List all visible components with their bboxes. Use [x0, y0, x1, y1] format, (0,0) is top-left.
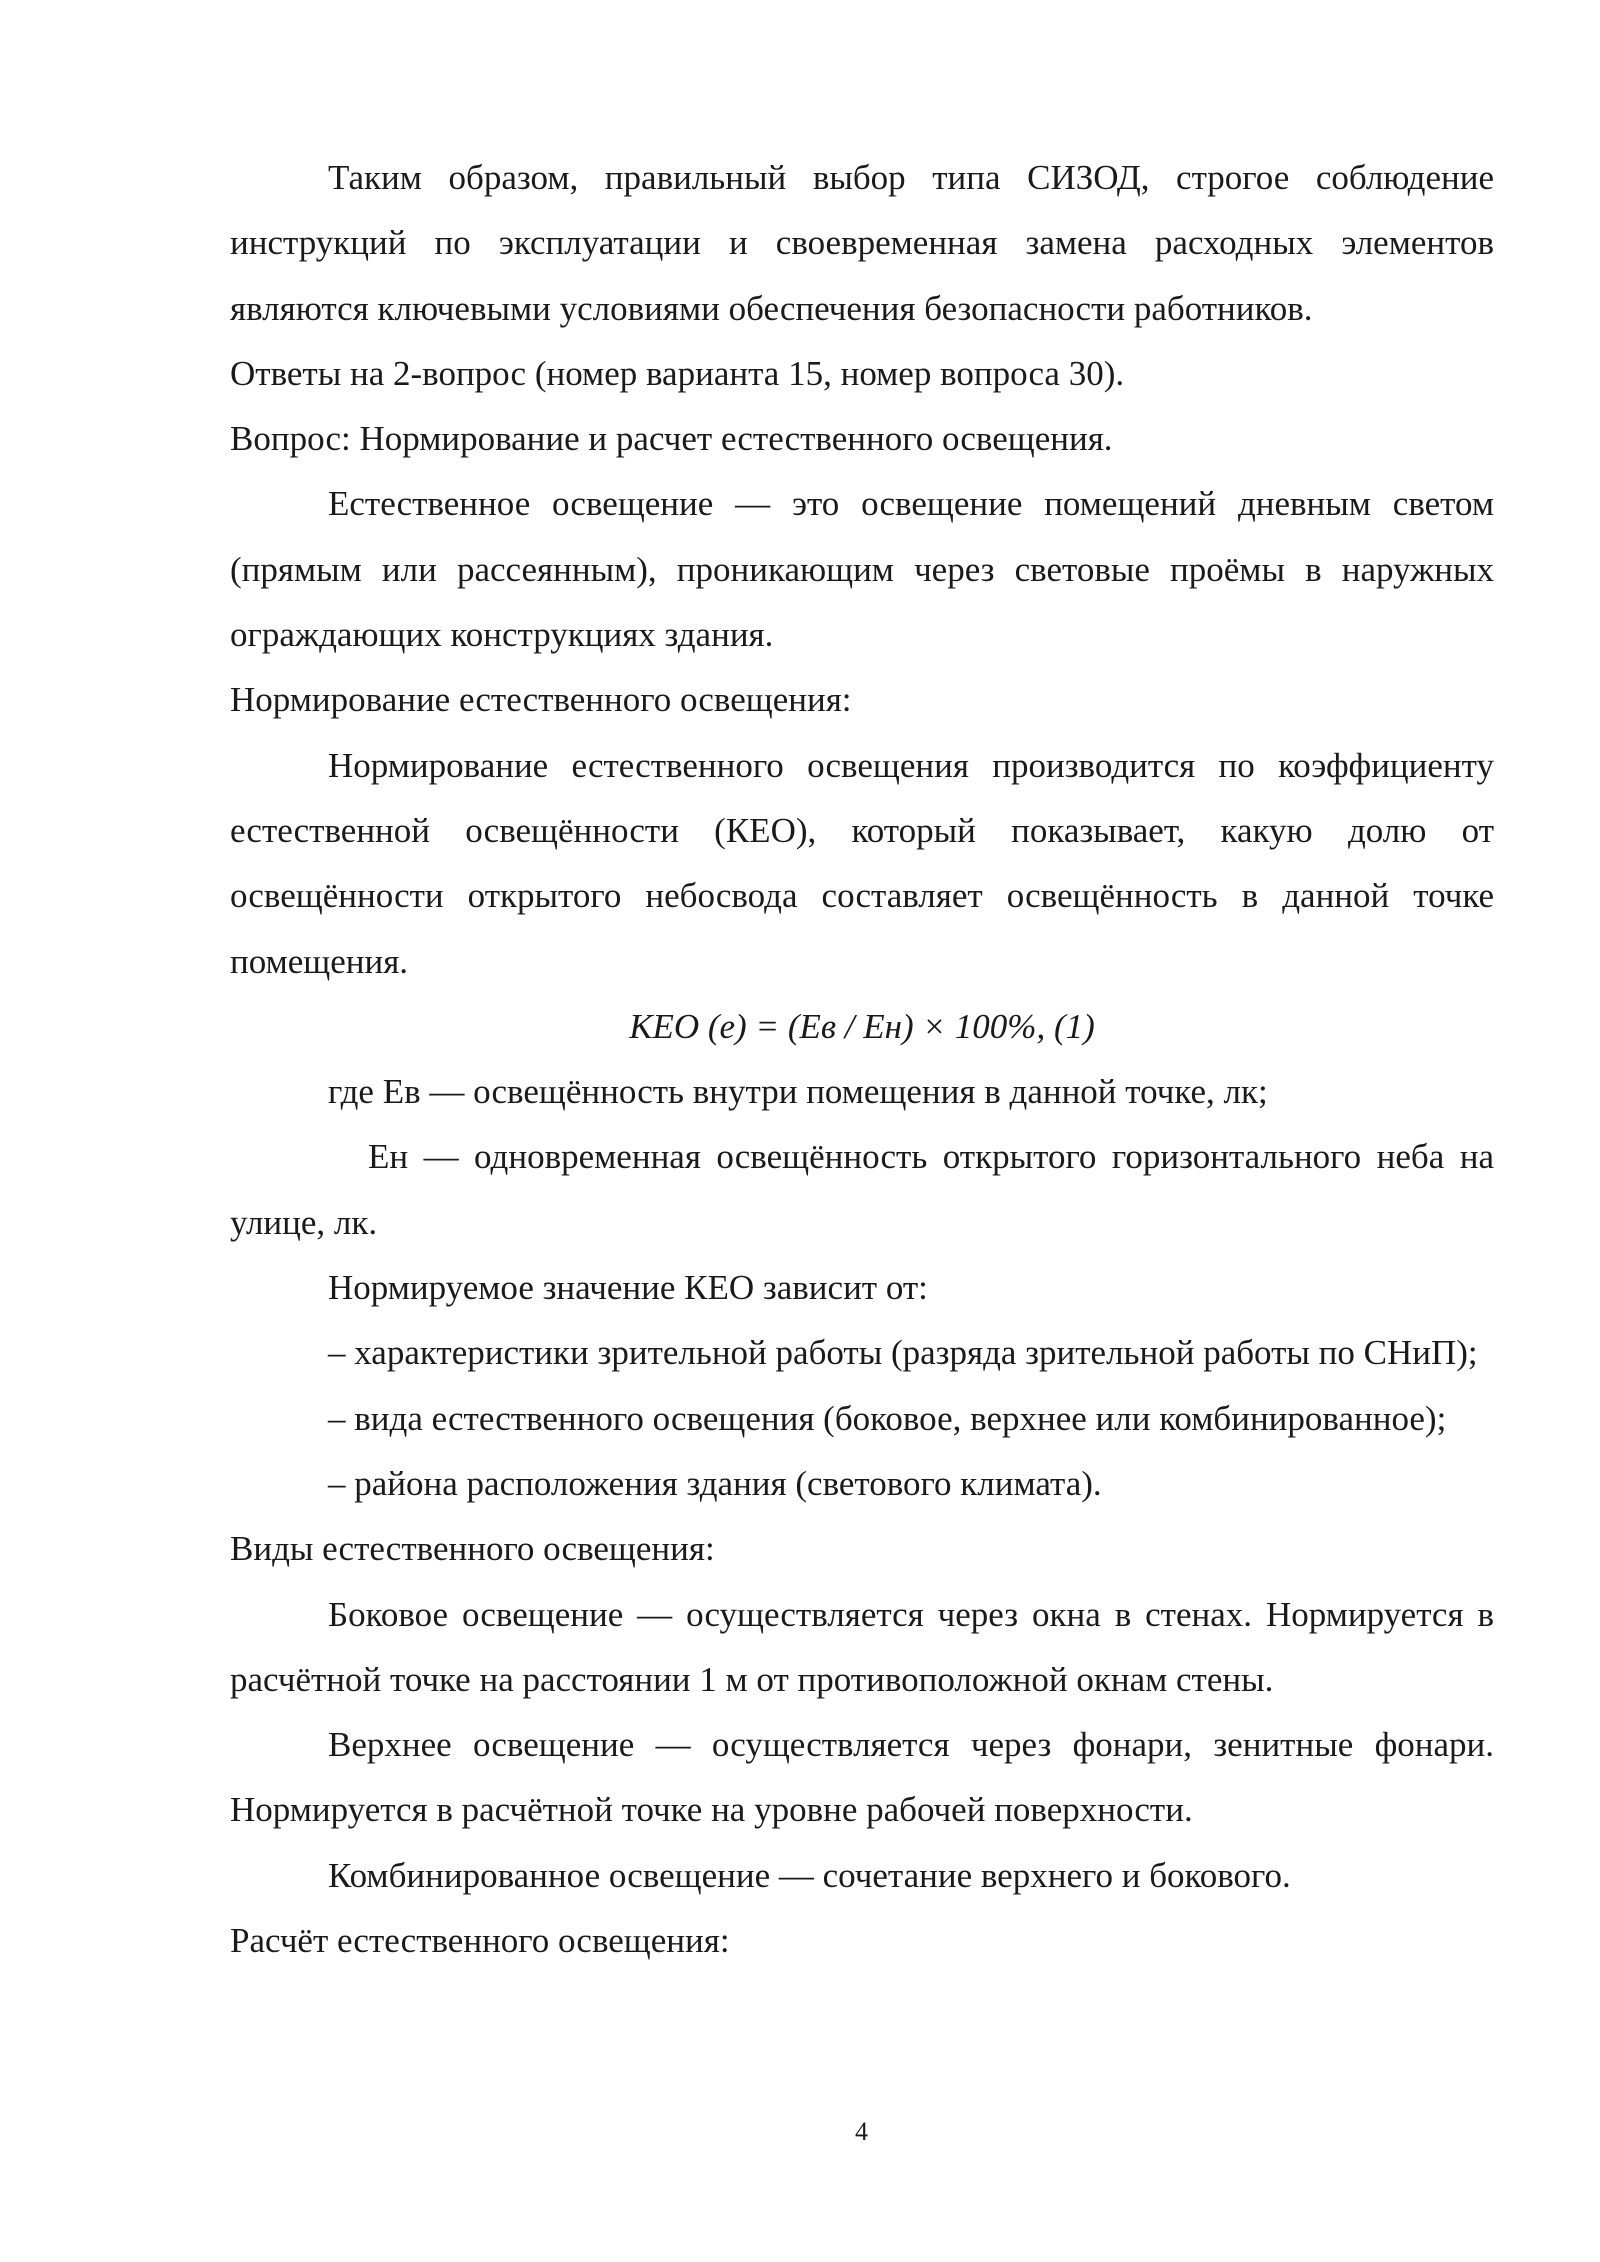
paragraph-keo-depends: Нормируемое значение КЕО зависит от: [328, 1268, 928, 1308]
formula-keo: КЕО (е) = (Ев / Ен) × 100%, (1) [629, 1006, 1095, 1046]
list-item-region: – района расположения здания (светового климата). [328, 1463, 1102, 1503]
paragraph-keo: Нормирование естественного освещения производится по коэффициенту естественной освещённости (КЕО), который показывает, какую долю от освещённости открытого небосвода составляет освещённость в данной точке помещения. [230, 745, 1494, 981]
list-item-lighting-type: – вида естественного освещения (боковое, верхнее или комбинированное); [328, 1398, 1447, 1438]
question-heading: Вопрос: Нормирование и расчет естественного освещения. [230, 419, 1113, 459]
formula-where-en: Ен — одновременная освещённость открытого горизонтального неба на улице, лк. [230, 1137, 1494, 1242]
section-heading-calculation: Расчёт естественного освещения: [230, 1921, 730, 1961]
section-heading-types: Виды естественного освещения: [230, 1529, 715, 1569]
document-page [230, 145, 1494, 1973]
paragraph-conclusion: Таким образом, правильный выбор типа СИЗОД, строгое соблюдение инструкций по эксплуатации и своевременная замена расходных элементов являются ключевыми условиями обеспечения безопасности работников. [230, 158, 1494, 328]
paragraph-top-lighting: Верхнее освещение — осуществляется через фонари, зенитные фонари. Нормируется в расчётной точке на уровне рабочей поверхности. [230, 1725, 1494, 1830]
paragraph-side-lighting: Боковое освещение — осуществляется через окна в стенах. Нормируется в расчётной точке на расстоянии 1 м от противоположной окнам стены. [230, 1594, 1494, 1699]
section-heading-normalization: Нормирование естественного освещения: [230, 680, 852, 720]
answer-heading: Ответы на 2-вопрос (номер варианта 15, номер вопроса 30). [230, 353, 1125, 393]
page-number: 4 [855, 2117, 868, 2146]
paragraph-combined-lighting: Комбинированное освещение — сочетание верхнего и бокового. [328, 1855, 1291, 1895]
formula-where-ev: где Ев — освещённость внутри помещения в данной точке, лк; [328, 1072, 1268, 1112]
list-item-visual-work: – характеристики зрительной работы (разряда зрительной работы по СНиП); [328, 1333, 1478, 1373]
paragraph-definition: Естественное освещение — это освещение помещений дневным светом (прямым или рассеянным), проникающим через световые проёмы в наружных ограждающих конструкциях здания. [230, 484, 1494, 655]
